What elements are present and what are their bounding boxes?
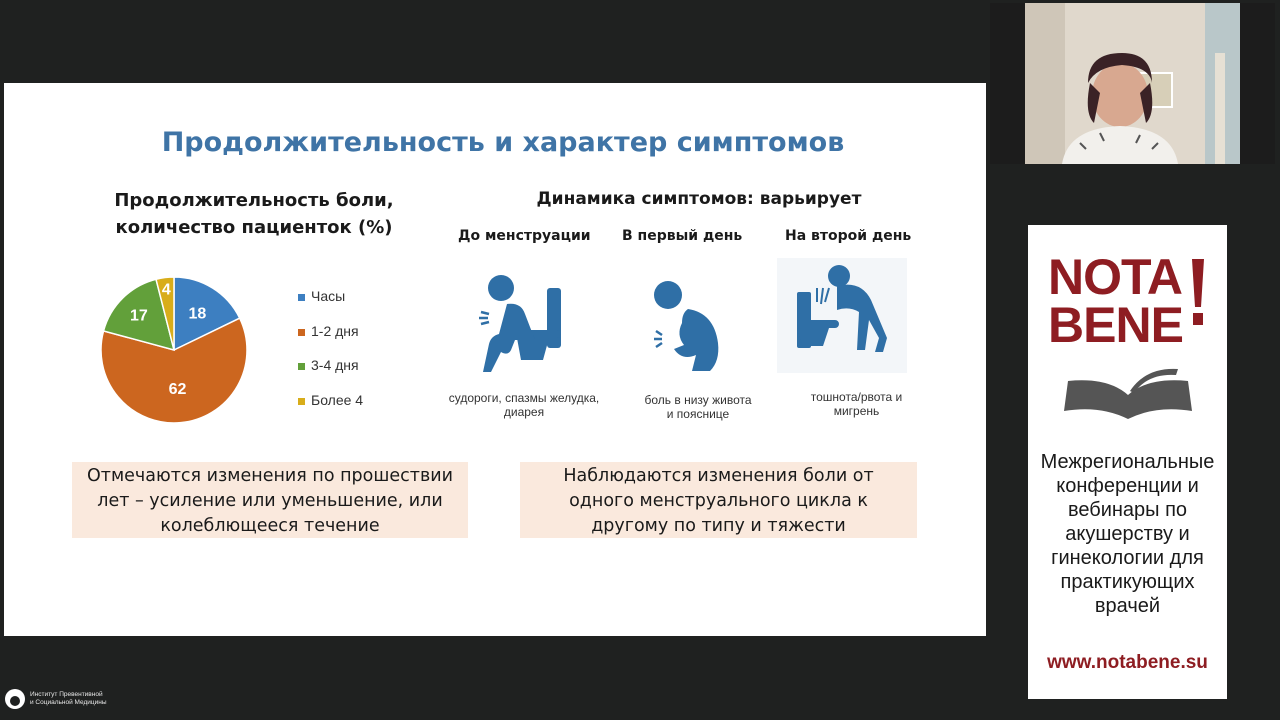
legend-swatch-3 — [298, 363, 305, 370]
legend-item-1 — [298, 288, 363, 323]
legend-label-1: Часы — [311, 288, 346, 304]
phase-label-second-day: На второй день — [785, 228, 912, 244]
exclamation-icon — [1190, 259, 1206, 325]
caption-first-day: боль в низу живота и пояснице — [644, 393, 752, 421]
institute-logo — [4, 688, 107, 710]
slide — [4, 83, 986, 636]
dynamics-title: Динамика симптомов: варьирует — [536, 189, 862, 209]
vomiting-toilet-icon — [777, 258, 907, 373]
phase-label-first-day: В первый день — [622, 228, 743, 244]
chart-title-line1: Продолжительность боли, — [114, 190, 394, 211]
legend-label-4: Более 4 — [311, 391, 364, 408]
abdominal-pain-icon — [644, 273, 744, 378]
legend-label-3: 3-4 дня — [311, 357, 359, 373]
ad-url-link[interactable]: www.notabene.su — [1047, 652, 1208, 673]
institute-logo-icon — [4, 688, 26, 710]
legend-swatch-1 — [298, 294, 305, 301]
note-left: Отмечаются изменения по прошествии лет – усиление или уменьшение, или колеблющееся течение — [72, 462, 468, 538]
logo-text-line2: и Социальной Медицины — [30, 699, 107, 706]
legend-item-2 — [298, 323, 363, 358]
presenter-video-frame — [990, 3, 1275, 164]
webcam-video[interactable] — [990, 3, 1275, 164]
caption-second-day: тошнота/рвота и мигрень — [810, 390, 903, 418]
logo-text-line1: Институт Превентивной — [30, 691, 103, 698]
legend-item-3 — [298, 357, 363, 392]
phase-label-before: До менструации — [458, 228, 591, 244]
pie-data-label-3: 17 — [130, 307, 148, 325]
pie-chart — [98, 274, 250, 426]
ad-description: Межрегиональные конференции и вебинары по акушерству и гинекологии для практикующих врачей — [1040, 451, 1215, 617]
notabene-ad-panel[interactable] — [1028, 225, 1227, 699]
legend-swatch-2 — [298, 329, 305, 336]
chart-legend — [298, 288, 363, 426]
pie-data-label-1: 18 — [188, 305, 207, 323]
legend-swatch-4 — [298, 398, 305, 405]
legend-label-2: 1-2 дня — [311, 322, 359, 339]
note-right: Наблюдаются изменения боли от одного менструального цикла к другому по типу и тяжести — [520, 462, 917, 538]
pie-data-label-2: 62 — [168, 380, 187, 398]
legend-item-4 — [298, 392, 363, 427]
cramps-toilet-icon — [477, 268, 577, 373]
chart-title — [84, 187, 424, 241]
caption-before: судороги, спазмы желудка, диарея — [448, 391, 600, 419]
pie-data-label-4: 4 — [161, 281, 171, 299]
chart-title-line2: количество пациенток (%) — [115, 217, 393, 238]
slide-title: Продолжительность и характер симптомов — [161, 127, 845, 158]
notabene-logo: NOTA BENE — [1048, 249, 1183, 353]
open-book-icon — [1048, 365, 1208, 420]
